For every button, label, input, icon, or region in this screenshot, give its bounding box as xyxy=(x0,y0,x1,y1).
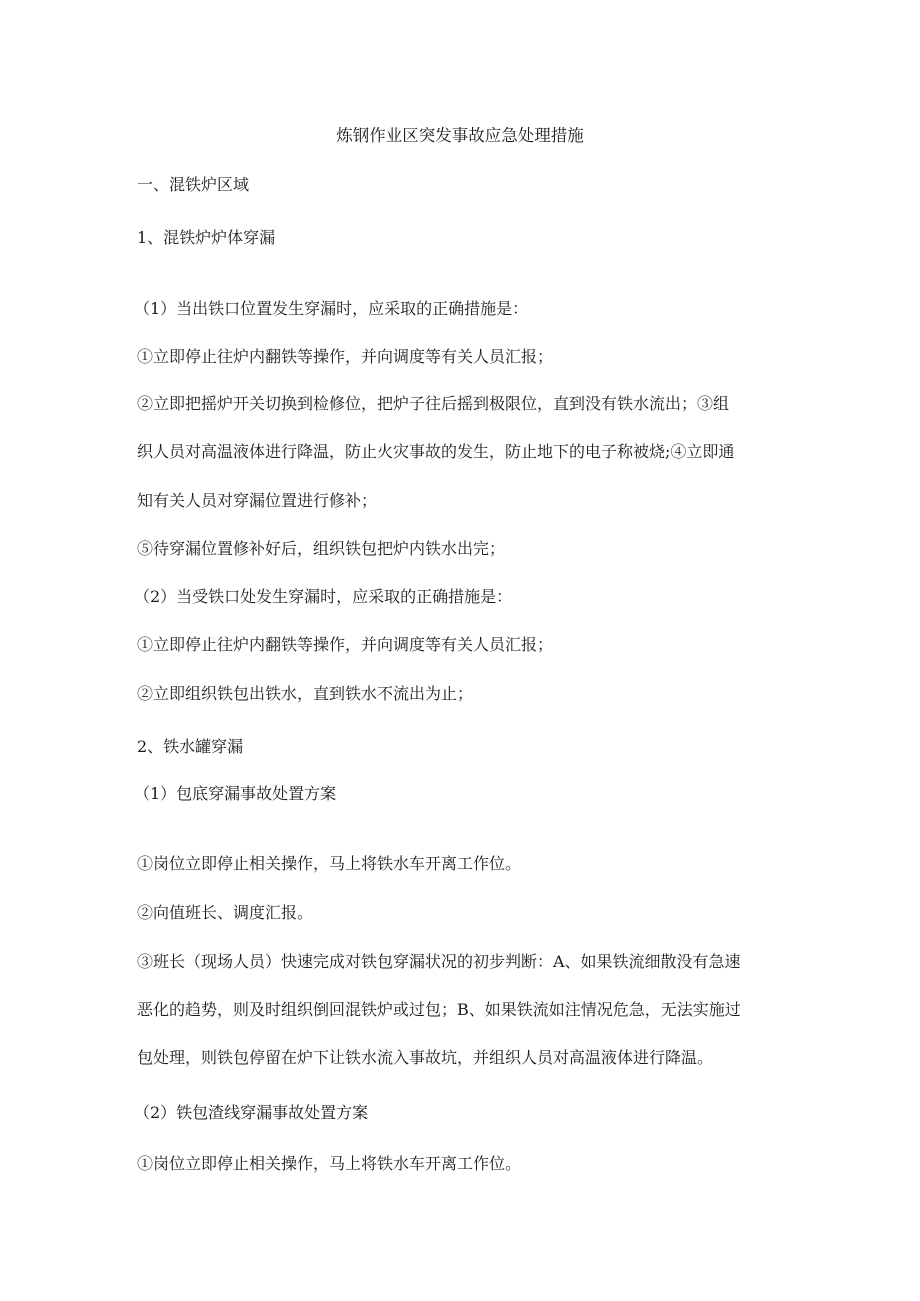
paragraph-line: ①岗位立即停止相关操作，马上将铁水车开离工作位。 xyxy=(137,1154,522,1173)
clause-heading: （2）铁包渣线穿漏事故处置方案 xyxy=(134,1103,369,1122)
paragraph-line: 恶化的趋势，则及时组织倒回混铁炉或过包；B、如果铁流如注情况危急，无法实施过 xyxy=(137,1000,741,1019)
paragraph-line: ②向值班长、调度汇报。 xyxy=(137,903,314,922)
paragraph-line: ①岗位立即停止相关操作，马上将铁水车开离工作位。 xyxy=(137,854,522,873)
paragraph-line: ①立即停止往炉内翻铁等操作，并向调度等有关人员汇报； xyxy=(137,347,554,366)
clause-heading: （1）包底穿漏事故处置方案 xyxy=(134,784,337,803)
clause-heading: （2）当受铁口处发生穿漏时，应采取的正确措施是： xyxy=(134,587,513,606)
subsection-heading: 1、混铁炉炉体穿漏 xyxy=(137,228,276,247)
clause-heading: （1）当出铁口位置发生穿漏时，应采取的正确措施是： xyxy=(134,299,529,318)
paragraph-line: 织人员对高温液体进行降温，防止火灾事故的发生，防止地下的电子称被烧;④立即通 xyxy=(137,442,735,461)
paragraph-line: ⑤待穿漏位置修补好后，组织铁包把炉内铁水出完； xyxy=(137,539,506,558)
section-heading: 一、混铁炉区域 xyxy=(137,175,250,194)
paragraph-line: ①立即停止往炉内翻铁等操作，并向调度等有关人员汇报； xyxy=(137,635,554,654)
paragraph-line: ②立即把摇炉开关切换到检修位，把炉子往后摇到极限位，直到没有铁水流出；③组 xyxy=(137,394,730,413)
paragraph-line: 知有关人员对穿漏位置进行修补； xyxy=(137,491,378,510)
document-title: 炼钢作业区突发事故应急处理措施 xyxy=(336,126,584,145)
paragraph-line: ③班长（现场人员）快速完成对铁包穿漏状况的初步判断：A、如果铁流细散没有急速 xyxy=(137,952,741,971)
paragraph-line: 包处理，则铁包停留在炉下让铁水流入事故坑，并组织人员对高温液体进行降温。 xyxy=(137,1048,714,1067)
subsection-heading: 2、铁水罐穿漏 xyxy=(137,737,244,756)
paragraph-line: ②立即组织铁包出铁水，直到铁水不流出为止； xyxy=(137,684,474,703)
